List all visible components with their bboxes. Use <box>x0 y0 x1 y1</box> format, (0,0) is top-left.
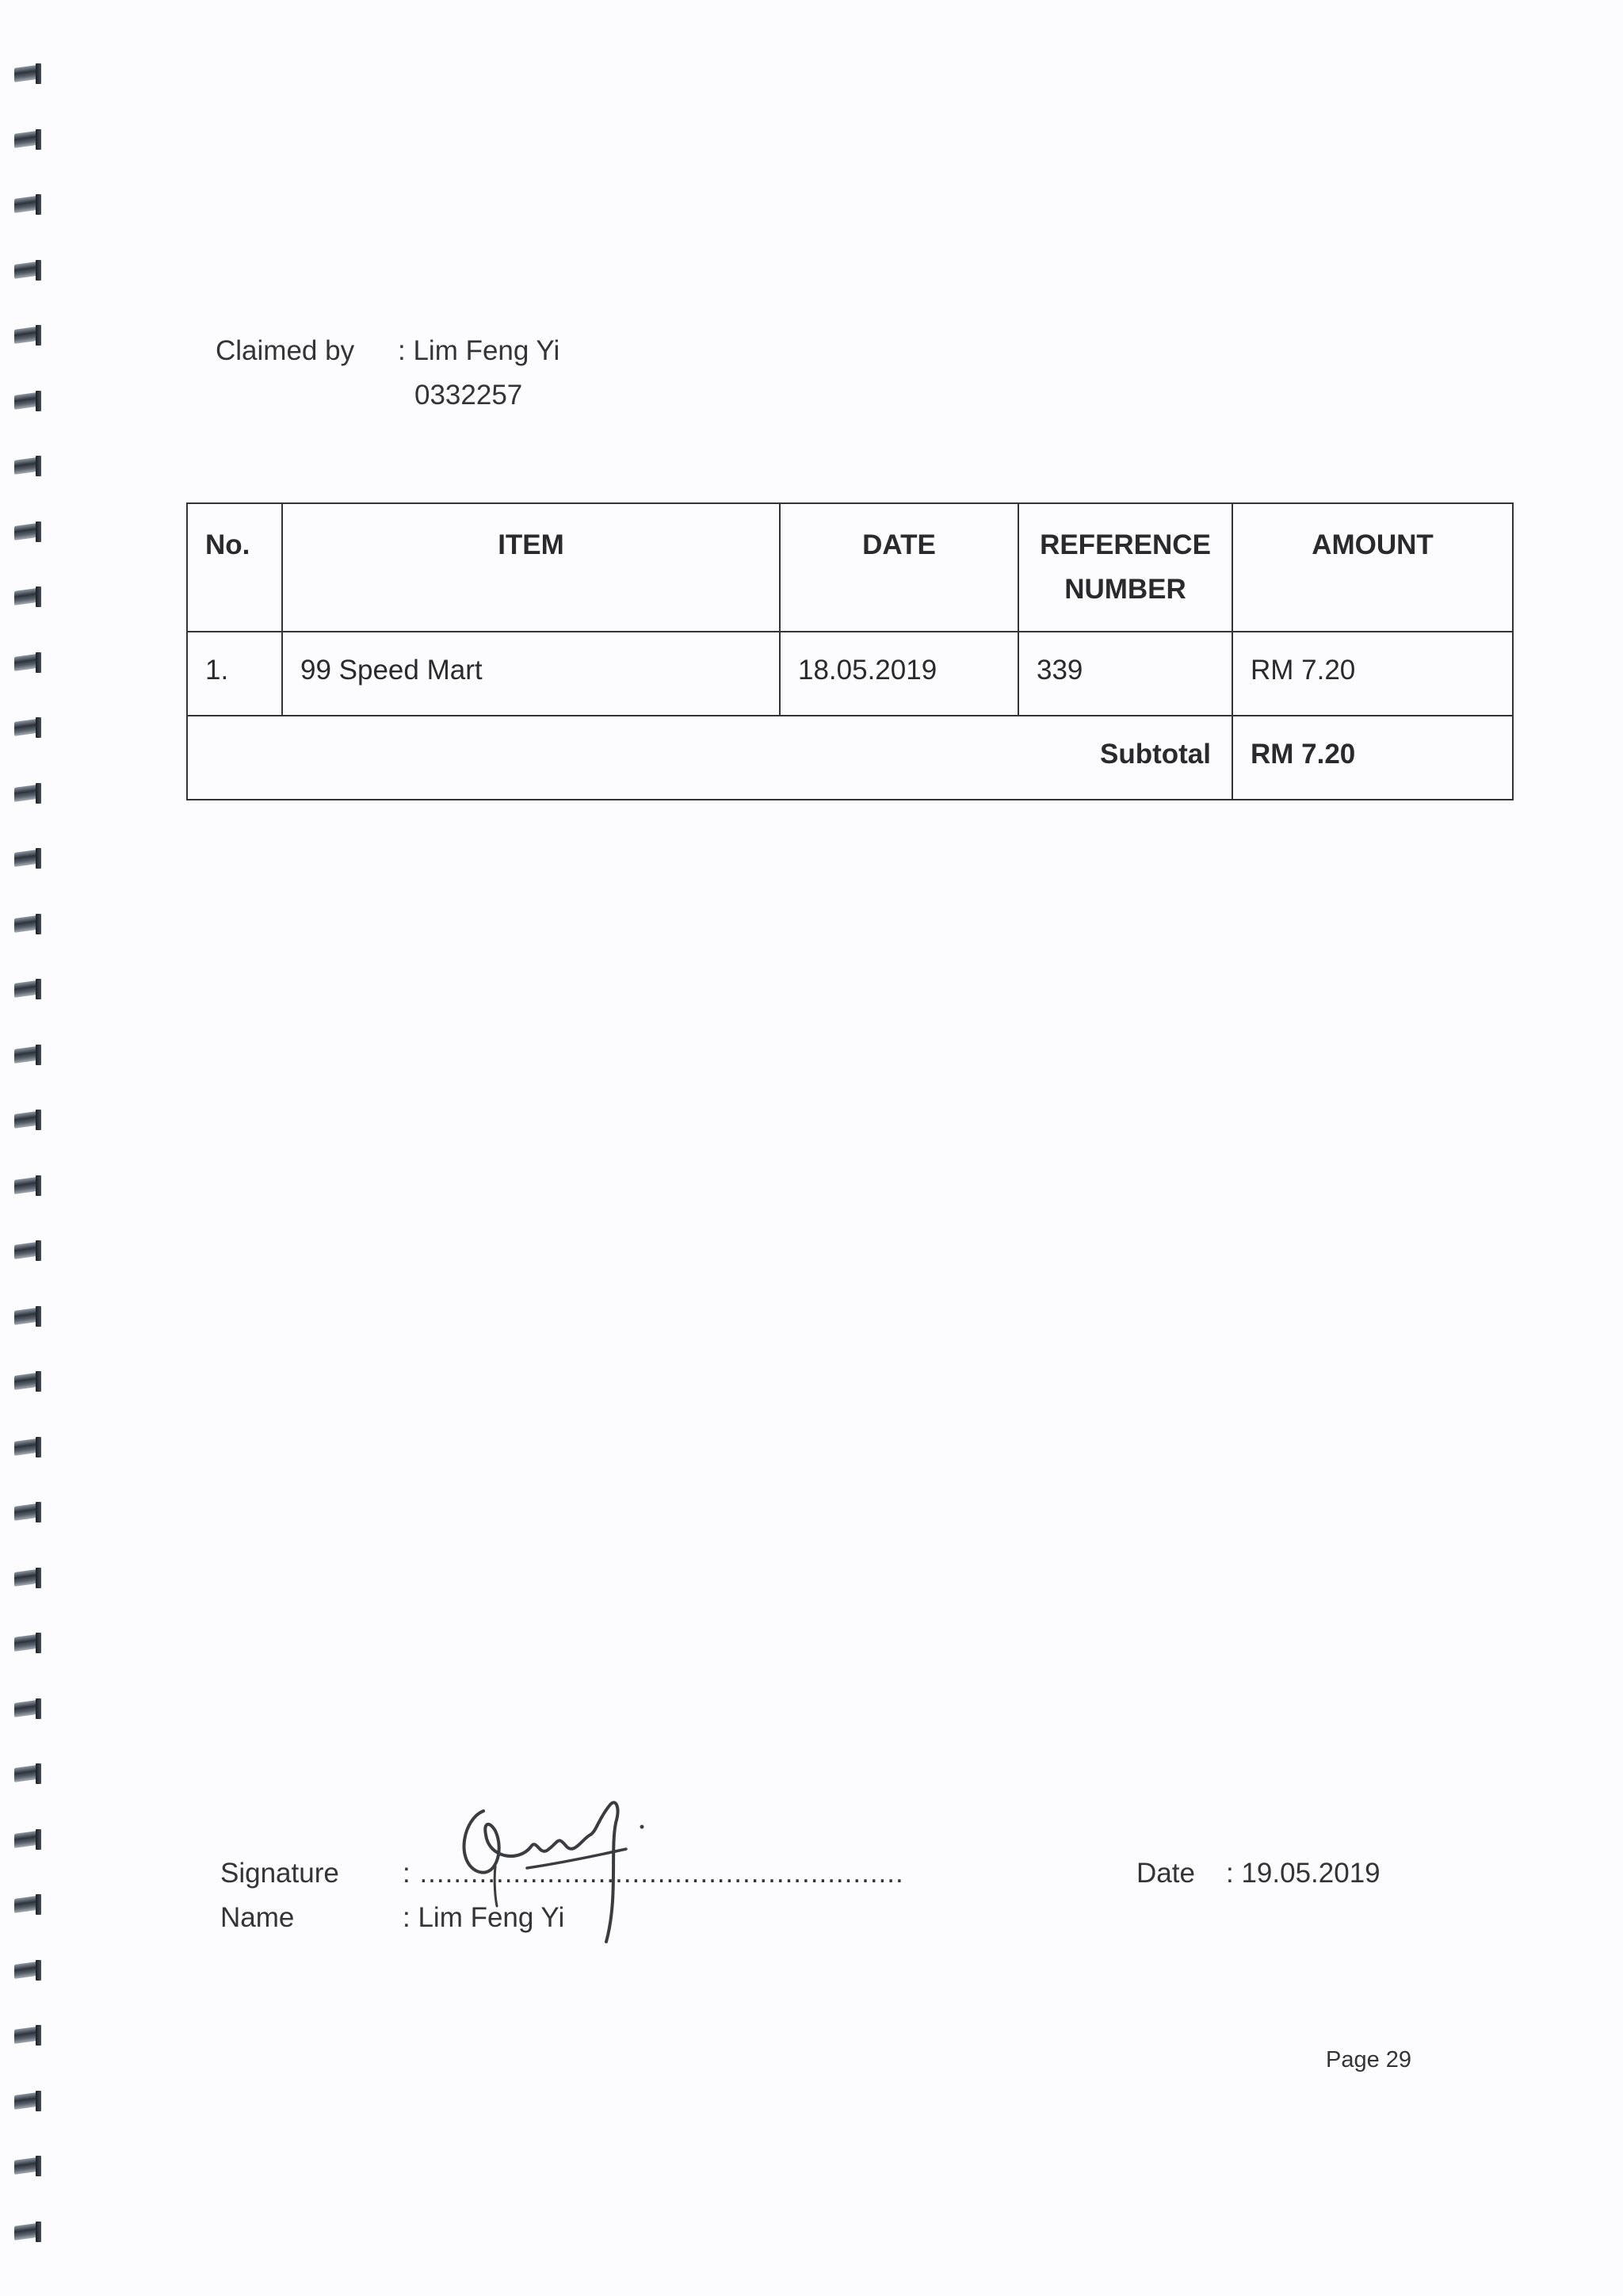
handwritten-signature <box>440 1787 662 1958</box>
binding-ring <box>14 129 43 150</box>
claimed-by-id: 0332257 <box>414 380 523 411</box>
binding-ring <box>14 1894 43 1915</box>
binding-ring <box>14 586 43 607</box>
claims-table <box>186 502 1514 800</box>
header-item: ITEM <box>282 503 780 632</box>
table-row <box>187 632 1513 716</box>
page-number: Page 29 <box>1326 2047 1412 2073</box>
binding-ring <box>14 1698 43 1719</box>
binding-ring <box>14 1110 43 1130</box>
binding-ring <box>14 652 43 673</box>
binding-ring <box>14 1306 43 1327</box>
header-reference-number: REFERENCE NUMBER <box>1018 503 1232 632</box>
binding-ring <box>14 260 43 281</box>
binding-ring <box>14 1829 43 1850</box>
cell-date: 18.05.2019 <box>780 632 1018 716</box>
binding-ring <box>14 1175 43 1196</box>
table-header-row <box>187 503 1513 632</box>
subtotal-row <box>187 716 1513 800</box>
signature-line: : ......................................................... <box>403 1858 904 1889</box>
header-no: No. <box>187 503 282 632</box>
header-date: DATE <box>780 503 1018 632</box>
subtotal-label: Subtotal <box>187 716 1232 800</box>
spiral-binding <box>0 0 63 2296</box>
name-label: Name <box>220 1902 295 1933</box>
binding-ring <box>14 1371 43 1392</box>
binding-ring <box>14 194 43 215</box>
claimed-by-label: Claimed by <box>216 335 355 366</box>
binding-ring <box>14 1502 43 1522</box>
claimed-by-name: : Lim Feng Yi <box>398 335 560 366</box>
binding-ring <box>14 2025 43 2046</box>
binding-ring <box>14 456 43 476</box>
binding-ring <box>14 1763 43 1784</box>
binding-ring <box>14 325 43 346</box>
name-value: : Lim Feng Yi <box>403 1902 565 1933</box>
signature-label: Signature <box>220 1858 339 1889</box>
binding-ring <box>14 848 43 869</box>
binding-ring <box>14 1240 43 1261</box>
date-value: : 19.05.2019 <box>1226 1858 1381 1889</box>
binding-ring <box>14 1568 43 1588</box>
binding-ring <box>14 1045 43 1065</box>
binding-ring <box>14 1633 43 1653</box>
header-amount: AMOUNT <box>1232 503 1513 632</box>
binding-ring <box>14 63 43 84</box>
binding-ring <box>14 2222 43 2242</box>
binding-ring <box>14 391 43 411</box>
binding-ring <box>14 2091 43 2111</box>
binding-ring <box>14 1437 43 1457</box>
binding-ring <box>14 979 43 999</box>
cell-no: 1. <box>187 632 282 716</box>
binding-ring <box>14 1960 43 1981</box>
cell-reference: 339 <box>1018 632 1232 716</box>
cell-amount: RM 7.20 <box>1232 632 1513 716</box>
binding-ring <box>14 717 43 738</box>
date-label: Date <box>1136 1858 1195 1889</box>
binding-ring <box>14 914 43 934</box>
subtotal-amount: RM 7.20 <box>1232 716 1513 800</box>
binding-ring <box>14 521 43 542</box>
binding-ring <box>14 2156 43 2176</box>
binding-ring <box>14 783 43 804</box>
cell-item: 99 Speed Mart <box>282 632 780 716</box>
